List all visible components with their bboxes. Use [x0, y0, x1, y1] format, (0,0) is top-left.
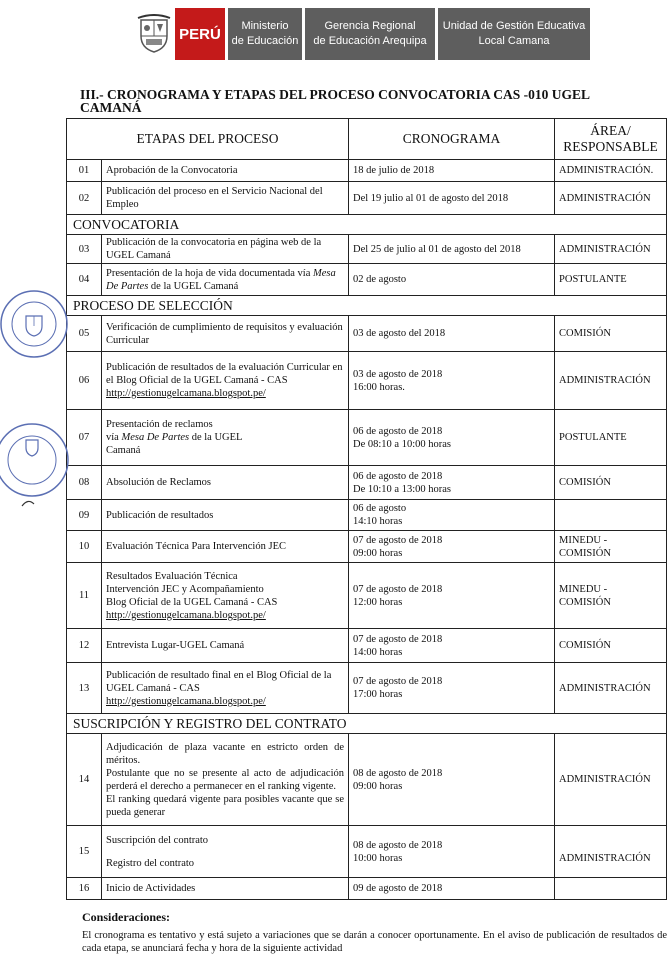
row-num: 11 [67, 563, 102, 629]
consideraciones-text: El cronograma es tentativo y está sujeto a variaciones que se darán a conocer oportunamente. En el aviso de publicación de resultados de cada etapa, se anunciará fecha y hora de la siguiente actividad [82, 930, 667, 954]
etapa-text: Resultados Evaluación Técnica [106, 570, 238, 582]
table-row [67, 878, 667, 900]
area-line: COMISIÓN [559, 547, 611, 559]
table-row [67, 563, 667, 629]
crono-time: 14:10 horas [353, 516, 403, 527]
crono-time: 12:00 horas [353, 596, 403, 608]
row-crono [349, 663, 555, 714]
table-row [67, 410, 667, 466]
row-etapa [102, 663, 349, 714]
blog-link[interactable]: http://gestionugelcamana.blogspot.pe/ [106, 695, 266, 707]
gerencia-line1: Gerencia Regional [324, 20, 416, 32]
crono-time: 09:00 horas [353, 547, 403, 559]
row-num: 04 [67, 264, 102, 296]
etapa-text: Registro del contrato [106, 857, 195, 869]
row-num: 15 [67, 826, 102, 878]
row-crono [349, 500, 555, 531]
row-area: COMISIÓN [555, 316, 667, 352]
row-area: ADMINISTRACIÓN. [555, 160, 667, 182]
col-area: ÁREA/ RESPONSABLE [555, 119, 667, 160]
crono-date: 07 de agosto de 2018 [353, 633, 443, 645]
table-row [67, 264, 667, 296]
row-area: ADMINISTRACIÓN [555, 663, 667, 714]
row-etapa: Verificación de cumplimiento de requisitos y evaluación Curricular [102, 316, 349, 352]
crono-date: 07 de agosto de 2018 [353, 583, 443, 595]
section-convocatoria: CONVOCATORIA [67, 215, 667, 235]
section-row [67, 714, 667, 734]
row-num: 09 [67, 500, 102, 531]
row-area: POSTULANTE [555, 264, 667, 296]
row-num: 01 [67, 160, 102, 182]
table-row [67, 500, 667, 531]
section-suscripcion: SUSCRIPCIÓN Y REGISTRO DEL CONTRATO [67, 714, 667, 734]
row-etapa [102, 410, 349, 466]
crono-time: 16:00 horas. [353, 381, 405, 393]
row-area: ADMINISTRACIÓN [555, 182, 667, 215]
row-area: POSTULANTE [555, 410, 667, 466]
table-row [67, 160, 667, 182]
etapa-text: Presentación de reclamos [106, 419, 213, 430]
row-crono: 09 de agosto de 2018 [349, 878, 555, 900]
ugel-line1: Unidad de Gestión Educativa [442, 20, 586, 32]
table-header-row [67, 119, 667, 160]
crono-time: De 10:10 a 13:00 horas [353, 483, 451, 495]
gestion-pedagogica-stamp-icon [0, 410, 70, 510]
row-etapa: Entrevista Lugar-UGEL Camaná [102, 629, 349, 663]
table-row [67, 663, 667, 714]
row-area: ADMINISTRACIÓN [555, 235, 667, 264]
area-line: COMISIÓN [559, 596, 611, 608]
row-crono [349, 531, 555, 563]
etapa-text: Postulante que no se presente al acto de adjudicación perderá el derecho a permanecer en el ranking vigente. [106, 767, 345, 792]
row-area [555, 500, 667, 531]
row-num: 08 [67, 466, 102, 500]
row-crono [349, 410, 555, 466]
row-num: 16 [67, 878, 102, 900]
crono-date: 03 de agosto de 2018 [353, 368, 443, 380]
table-row [67, 182, 667, 215]
table-row [67, 734, 667, 826]
row-area [555, 531, 667, 563]
header-banner [133, 8, 590, 60]
crono-time: 09:00 horas [353, 780, 403, 792]
etapa-text: Blog Oficial de la UGEL Camaná - CAS [106, 596, 278, 608]
row-etapa: Absolución de Reclamos [102, 466, 349, 500]
row-area: ADMINISTRACIÓN [555, 826, 667, 878]
row-etapa [102, 563, 349, 629]
ministerio-box [228, 8, 302, 60]
ugel-box [438, 8, 590, 60]
row-num: 10 [67, 531, 102, 563]
crono-time: 17:00 horas [353, 689, 403, 700]
etapa-text: de la UGEL Camaná [150, 280, 239, 292]
table-row [67, 826, 667, 878]
page-title: III.- CRONOGRAMA Y ETAPAS DEL PROCESO CONVOCATORIA CAS -010 UGEL CAMANÁ [80, 87, 590, 115]
crono-date: 08 de agosto de 2018 [353, 839, 443, 851]
row-etapa: Publicación de resultados [102, 500, 349, 531]
crono-date: 07 de agosto de 2018 [353, 676, 443, 687]
row-num: 13 [67, 663, 102, 714]
crono-date: 06 de agosto [353, 503, 407, 514]
etapa-text: Intervención JEC y Acompañamiento [106, 583, 264, 595]
row-etapa: Inicio de Actividades [102, 878, 349, 900]
crono-time: 14:00 horas [353, 646, 403, 658]
row-crono: 03 de agosto del 2018 [349, 316, 555, 352]
row-crono: 18 de julio de 2018 [349, 160, 555, 182]
etapa-italic: Mesa De Partes [121, 432, 190, 443]
etapa-text: Publicación de resultados de la evaluación Curricular en el Blog Oficial de la UGEL Camaná - CAS [106, 362, 343, 386]
row-area: COMISIÓN [555, 629, 667, 663]
ministerio-line1: Ministerio [241, 20, 289, 32]
section-row [67, 215, 667, 235]
row-num: 07 [67, 410, 102, 466]
etapa-text: Publicación de resultado final en el Blog Oficial de la UGEL Camaná - CAS [106, 669, 332, 694]
blog-link[interactable]: http://gestionugelcamana.blogspot.pe/ [106, 609, 266, 621]
etapa-text: Camaná [106, 445, 141, 456]
row-crono [349, 352, 555, 410]
crono-date: 08 de agosto de 2018 [353, 767, 443, 779]
row-crono: Del 19 julio al 01 de agosto del 2018 [349, 182, 555, 215]
row-area [555, 563, 667, 629]
area-line: MINEDU - [559, 583, 608, 595]
ministerio-line2: de Educación [231, 35, 299, 47]
section-row [67, 296, 667, 316]
row-crono [349, 826, 555, 878]
blog-link[interactable]: http://gestionugelcamana.blogspot.pe/ [106, 388, 266, 399]
row-etapa [102, 264, 349, 296]
row-etapa: Publicación de la convocatoria en página web de la UGEL Camaná [102, 235, 349, 264]
row-etapa: Evaluación Técnica Para Intervención JEC [102, 531, 349, 563]
crono-time: De 08:10 a 10:00 horas [353, 438, 451, 450]
row-crono: 02 de agosto [349, 264, 555, 296]
row-area: COMISIÓN [555, 466, 667, 500]
row-etapa: Aprobación de la Convocatoria [102, 160, 349, 182]
consideraciones-title: Consideraciones: [82, 910, 170, 924]
ugel-line2: Local Camana [478, 35, 550, 47]
row-num: 12 [67, 629, 102, 663]
table-row [67, 235, 667, 264]
row-crono: Del 25 de julio al 01 de agosto del 2018 [349, 235, 555, 264]
row-num: 02 [67, 182, 102, 215]
gerencia-box [305, 8, 435, 60]
col-cronograma: CRONOGRAMA [349, 119, 555, 160]
row-crono [349, 466, 555, 500]
table-row [67, 466, 667, 500]
row-num: 05 [67, 316, 102, 352]
row-crono [349, 734, 555, 826]
row-area [555, 878, 667, 900]
col-etapas: ETAPAS DEL PROCESO [67, 119, 349, 160]
etapa-text: de la UGEL [191, 432, 243, 443]
etapa-text: Suscripción del contrato [106, 834, 209, 846]
ugel-stamp-icon [0, 288, 70, 360]
crono-time: 10:00 horas [353, 852, 403, 864]
etapa-text: vía [106, 432, 119, 443]
table-row [67, 629, 667, 663]
crono-date: 06 de agosto de 2018 [353, 425, 443, 437]
row-area: ADMINISTRACIÓN [555, 734, 667, 826]
schedule-table [66, 118, 667, 900]
crono-date: 07 de agosto de 2018 [353, 534, 443, 546]
section-seleccion: PROCESO DE SELECCIÓN [67, 296, 667, 316]
area-line: MINEDU - [559, 534, 608, 546]
crono-date: 06 de agosto de 2018 [353, 470, 443, 482]
peru-crest-icon [133, 8, 175, 60]
etapa-text: Adjudicación de plaza vacante en estricto orden de méritos. [106, 741, 345, 766]
table-row [67, 316, 667, 352]
table-row [67, 531, 667, 563]
row-crono [349, 629, 555, 663]
row-num: 06 [67, 352, 102, 410]
etapa-text: El ranking quedará vigente para posibles vacante que se pueda generar [106, 793, 345, 818]
peru-label: PERÚ [175, 8, 225, 60]
row-num: 03 [67, 235, 102, 264]
row-etapa [102, 826, 349, 878]
row-etapa [102, 734, 349, 826]
etapa-italic: Mesa De Partes [106, 267, 336, 292]
row-etapa: Publicación del proceso en el Servicio Nacional del Empleo [102, 182, 349, 215]
row-num: 14 [67, 734, 102, 826]
table-row [67, 352, 667, 410]
etapa-text: Presentación de la hoja de vida documentada vía [106, 267, 311, 279]
gerencia-line2: de Educación Arequipa [313, 35, 427, 47]
row-etapa [102, 352, 349, 410]
row-area: ADMINISTRACIÓN [555, 352, 667, 410]
row-crono [349, 563, 555, 629]
